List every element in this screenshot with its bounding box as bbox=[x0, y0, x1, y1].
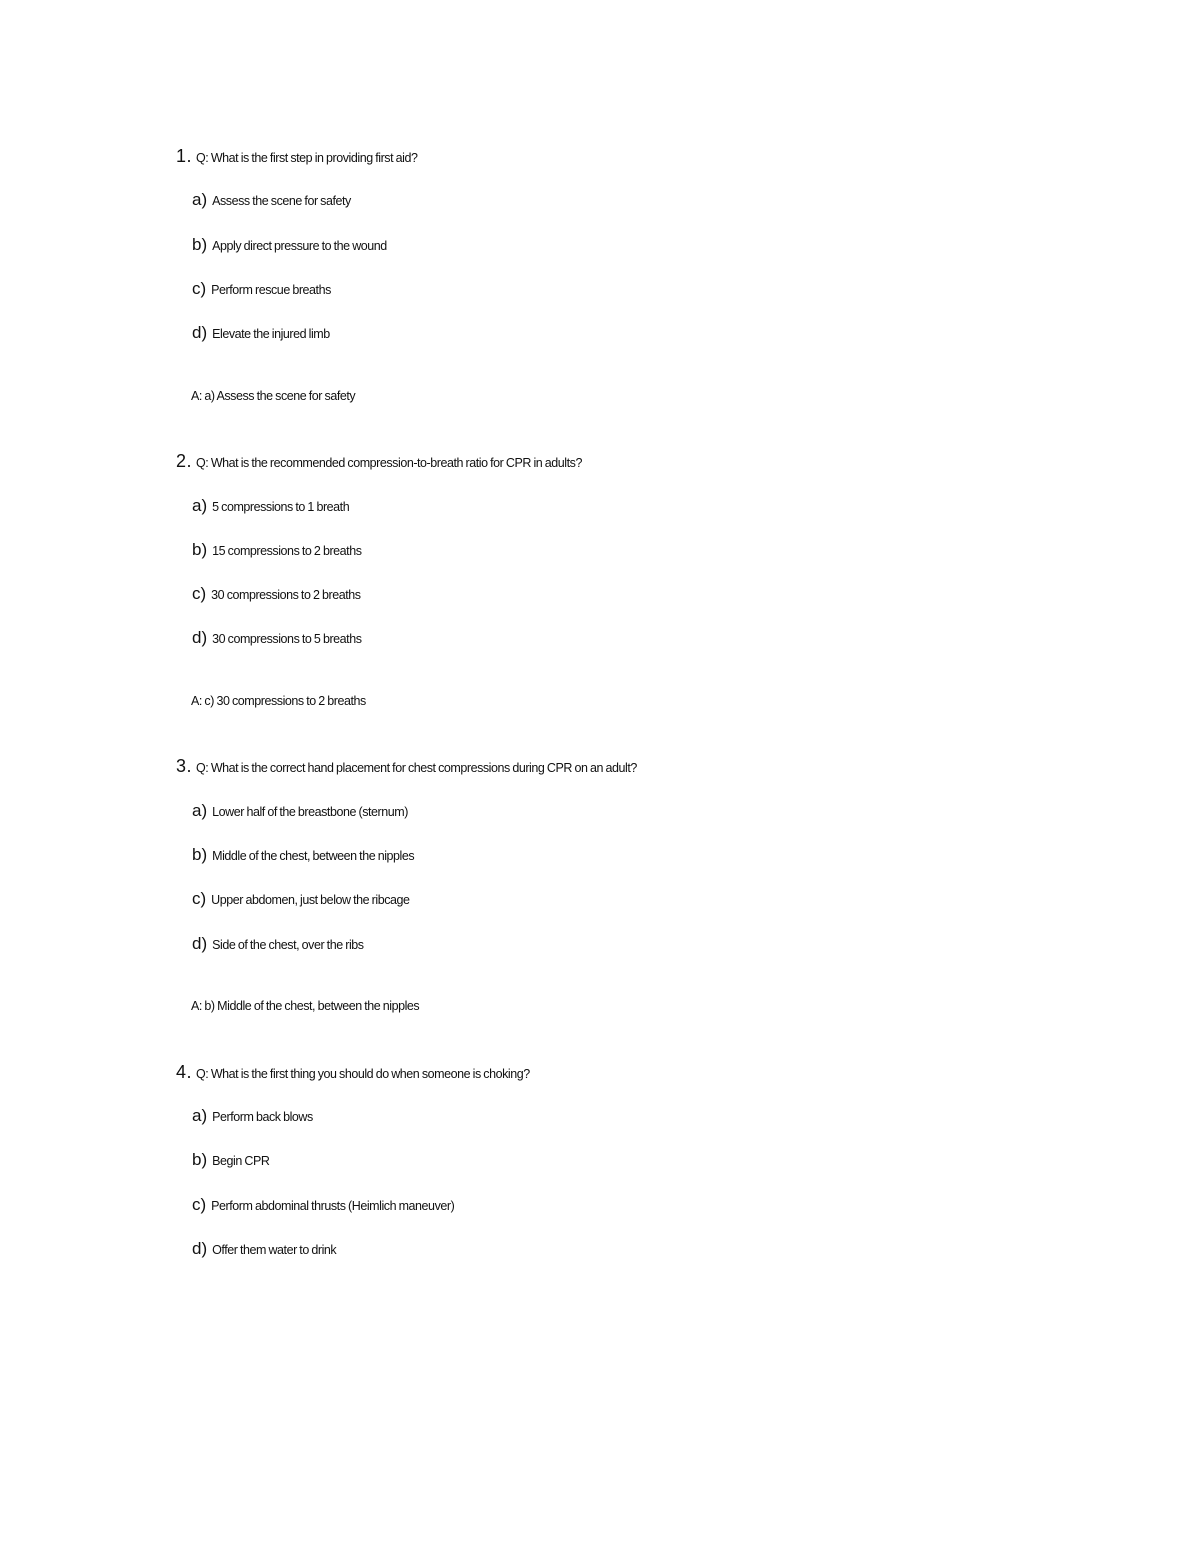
option-letter: a) bbox=[192, 1106, 208, 1125]
option-text: 30 compressions to 2 breaths bbox=[211, 588, 361, 602]
question-line bbox=[176, 146, 417, 168]
answer-line: A: c) 30 compressions to 2 breaths bbox=[191, 694, 366, 708]
option-letter: c) bbox=[192, 279, 207, 298]
option-b bbox=[192, 540, 362, 561]
question-text: Q: What is the correct hand placement for chest compressions during CPR on an adult? bbox=[196, 761, 637, 775]
option-text: Offer them water to drink bbox=[212, 1243, 337, 1257]
option-text: Middle of the chest, between the nipples bbox=[212, 849, 415, 863]
option-text: Elevate the injured limb bbox=[212, 327, 330, 341]
option-d bbox=[192, 628, 362, 649]
option-text: Perform rescue breaths bbox=[211, 283, 331, 297]
option-b bbox=[192, 845, 414, 866]
option-text: Side of the chest, over the ribs bbox=[212, 938, 364, 952]
option-letter: b) bbox=[192, 235, 208, 254]
option-letter: b) bbox=[192, 540, 208, 559]
option-b bbox=[192, 235, 387, 256]
question-line bbox=[176, 756, 637, 778]
option-text: 30 compressions to 5 breaths bbox=[212, 632, 362, 646]
option-letter: b) bbox=[192, 1150, 208, 1169]
answer-line: A: b) Middle of the chest, between the nipples bbox=[191, 999, 420, 1013]
option-text: Perform abdominal thrusts (Heimlich maneuver) bbox=[211, 1199, 455, 1213]
option-letter: a) bbox=[192, 801, 208, 820]
option-a bbox=[192, 190, 351, 211]
question-number: 3. bbox=[176, 756, 193, 776]
answer-line: A: a) Assess the scene for safety bbox=[191, 389, 356, 403]
option-letter: d) bbox=[192, 1239, 208, 1258]
option-letter: d) bbox=[192, 934, 208, 953]
question-number: 1. bbox=[176, 146, 193, 166]
question-number: 2. bbox=[176, 451, 193, 471]
question-text: Q: What is the first thing you should do when someone is choking? bbox=[196, 1067, 530, 1081]
option-text: Assess the scene for safety bbox=[212, 194, 351, 208]
option-letter: a) bbox=[192, 496, 208, 515]
option-b bbox=[192, 1150, 269, 1171]
question-line bbox=[176, 451, 582, 473]
option-c bbox=[192, 1195, 454, 1216]
option-letter: d) bbox=[192, 323, 208, 342]
option-a bbox=[192, 801, 408, 822]
option-letter: c) bbox=[192, 584, 207, 603]
option-letter: b) bbox=[192, 845, 208, 864]
option-text: 5 compressions to 1 breath bbox=[212, 500, 350, 514]
question-number: 4. bbox=[176, 1062, 193, 1082]
question-text: Q: What is the first step in providing first aid? bbox=[196, 151, 418, 165]
option-c bbox=[192, 889, 410, 910]
option-d bbox=[192, 934, 364, 955]
option-c bbox=[192, 279, 331, 300]
option-letter: c) bbox=[192, 889, 207, 908]
option-letter: d) bbox=[192, 628, 208, 647]
question-line bbox=[176, 1062, 530, 1084]
option-text: Upper abdomen, just below the ribcage bbox=[211, 893, 410, 907]
option-c bbox=[192, 584, 361, 605]
question-text: Q: What is the recommended compression-to-breath ratio for CPR in adults? bbox=[196, 456, 582, 470]
option-d bbox=[192, 323, 330, 344]
option-text: Apply direct pressure to the wound bbox=[212, 239, 387, 253]
option-a bbox=[192, 496, 349, 517]
option-text: Begin CPR bbox=[212, 1154, 270, 1168]
option-text: Lower half of the breastbone (sternum) bbox=[212, 805, 408, 819]
option-letter: c) bbox=[192, 1195, 207, 1214]
option-text: 15 compressions to 2 breaths bbox=[212, 544, 362, 558]
option-a bbox=[192, 1106, 313, 1127]
option-text: Perform back blows bbox=[212, 1110, 313, 1124]
option-letter: a) bbox=[192, 190, 208, 209]
option-d bbox=[192, 1239, 336, 1260]
